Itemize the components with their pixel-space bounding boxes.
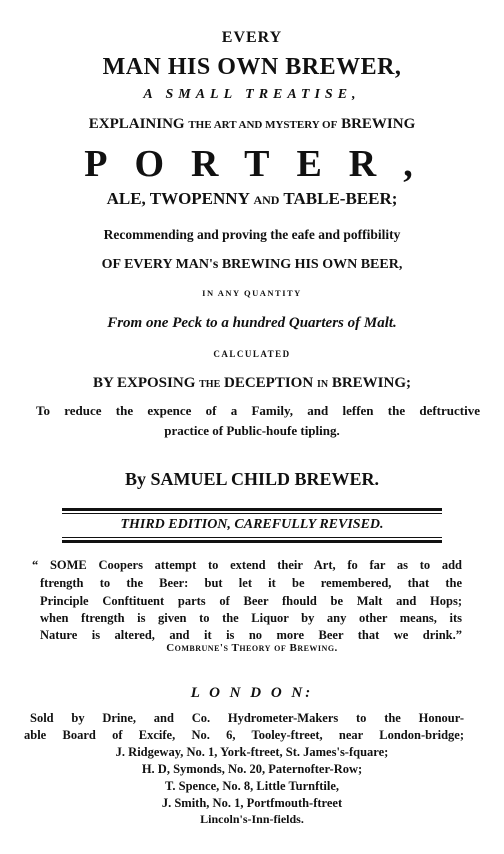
quotation-line: “ SOME Coopers attempt to extend their Art, fo far as to add [32,558,462,572]
ale-line [0,190,504,207]
by-exposing-deception: DECEPTION [224,375,314,391]
quotation-line: Nature is altered, and it is no more Beer that we drink.” [40,628,462,642]
in-any-quantity: IN ANY QUANTITY [202,288,302,298]
by-exposing-brewing: BREWING; [331,375,411,391]
edition-bottom-rule-thin [62,537,442,538]
imprint-line: Lincoln's-Inn-fields. [200,812,304,826]
imprint-line: T. Spence, No. 8, Little Turnftile, [164,779,340,793]
edition-top-rule-thin [62,513,442,514]
explaining-line [0,117,504,132]
imprint-line: J. Ridgeway, No. 1, York-ftreet, St. James's-fquare; [115,745,389,759]
edition-bottom-rule [62,540,442,543]
by-exposing: BY EXPOSING [92,375,196,391]
imprint-line: able Board of Excife, No. 6, Tooley-ftreet, near London-bridge; [24,728,464,742]
quotation-line: ftrength to the Beer: but let it be remembered, that the [40,576,462,590]
reduce-line-1: To reduce the expence of a Family, and leffen the deftructive [36,403,480,418]
every-mans-brewing: OF EVERY MAN's BREWING HIS OWN BEER, [101,257,403,272]
edition-top-rule [62,508,442,511]
reduce-line-2: practice of Public-houfe tipling. [164,423,340,438]
quotation-line: when ftrength is given to the Liquor by any other means, its [40,611,462,625]
imprint-line: Sold by Drine, and Co. Hydrometer-Makers to the Honour- [30,711,464,725]
calculated: CALCULATED [213,349,291,359]
quotation-attribution: Combrune's Theory of Brewing. [166,642,338,654]
by-exposing-in: IN [316,379,329,390]
by-exposing-line [0,376,504,391]
ale-table-beer: TABLE-BEER; [283,189,398,208]
explaining-small-words: THE ART AND MYSTERY OF [188,119,338,131]
main-title: MAN HIS OWN BREWER, [102,54,402,80]
porter-title: PORTER, [84,143,440,185]
ale-twopenny: ALE, TWOPENNY [106,189,250,208]
ale-and: AND [253,193,280,207]
explaining-brewing: BREWING [341,116,416,132]
imprint-line: H. D, Symonds, No. 20, Paternofter-Row; [141,762,363,776]
edition-line: THIRD EDITION, CAREFULLY REVISED. [120,517,384,532]
imprint-line: J. Smith, No. 1, Portfmouth-ftreet [161,796,343,810]
heading-every: EVERY [221,29,283,46]
by-exposing-the: THE [199,379,221,390]
imprint-city: L O N D O N: [190,685,314,701]
from-one-peck: From one Peck to a hundred Quarters of Malt. [107,315,397,331]
explaining-word: EXPLAINING [88,116,185,132]
recommending-line: Recommending and proving the eafe and poffibility [103,227,401,242]
subtitle-small-treatise: A SMALL TREATISE, [143,87,361,102]
author-line: By SAMUEL CHILD BREWER. [124,469,380,489]
quotation-line: Principle Conftituent parts of Beer fhould be Malt and Hops; [40,594,462,608]
